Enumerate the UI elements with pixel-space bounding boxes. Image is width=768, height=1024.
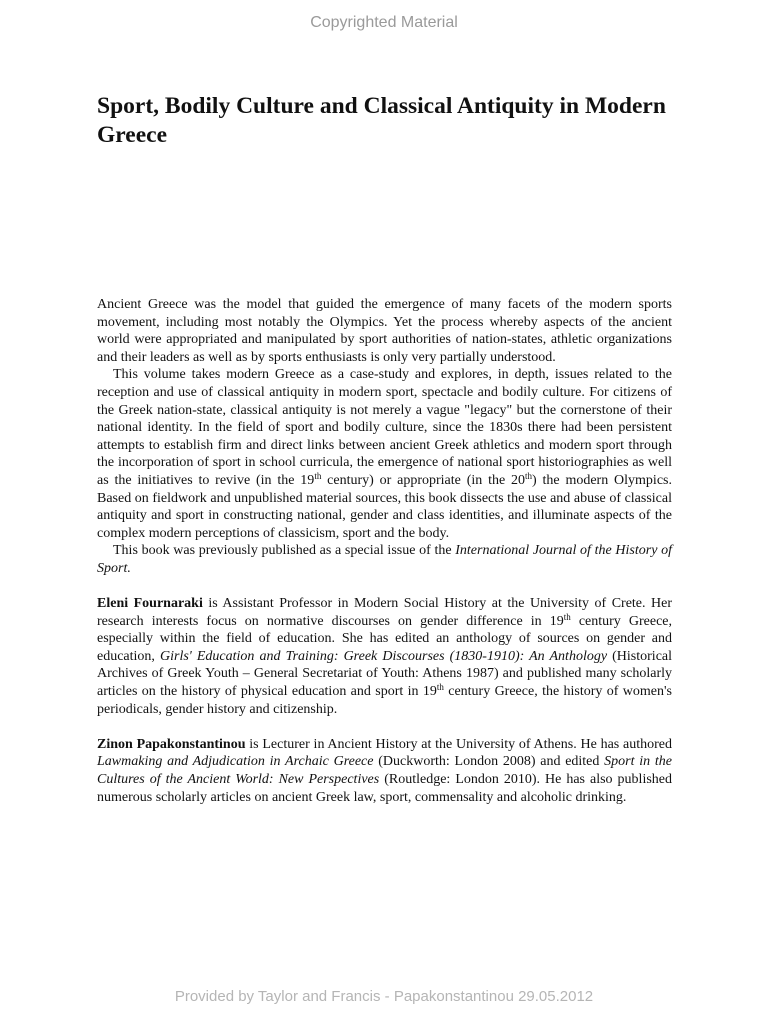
p2-text-b: century) or appropriate (in the 20 bbox=[321, 472, 526, 488]
p2-text-c: ) the modern Olympics. Based on fieldwork and unpublished material sources, this book dissects the use and abuse of classical antiquity and sport in constructing national, gender and class identities, and illuminate aspects of the complex modern perceptions of classicism, sport and the body. bbox=[97, 472, 672, 541]
author-bio-fournaraki bbox=[97, 595, 672, 718]
p3-text: This book was previously published as a special issue of the bbox=[113, 543, 456, 559]
bio1-text-b: century Greece, especially within the field of education. She has edited an anthology of sources on gender and education, bbox=[97, 613, 672, 664]
p2-superscript-2: th bbox=[525, 470, 533, 481]
bio2-text-c: (Routledge: London 2010). He has also published numerous scholarly articles on ancient Greek law, sport, commensality and alcoholic drinking. bbox=[97, 772, 673, 805]
journal-title: International Journal of the History of Sport. bbox=[97, 543, 672, 576]
copyright-watermark: Copyrighted Material bbox=[310, 14, 458, 31]
book-title: Sport, Bodily Culture and Classical Antiquity in Modern Greece bbox=[97, 93, 666, 148]
p2-text-a: This volume takes modern Greece as a case-study and explores, in depth, issues related to the reception and use of classical antiquity in modern sport, spectacle and bodily culture. For citizens of the Greek nation-state, classical antiquity is not merely a vague "legacy" but the cornerstone of their national identity. In the field of sport and bodily culture, since the 1830s there had been persistent attempts to establish firm and direct links between ancient Greek athletics and modern sport through the incorporation of sport in school curricula, the emergence of national sport historiographies as well as the initiatives to revive (in the 19 bbox=[97, 367, 672, 488]
bio1-text-d: century Greece, the history of women's periodicals, gender history and citizenship. bbox=[97, 684, 672, 717]
bio1-text-a: is Assistant Professor in Modern Social History at the University of Crete. Her research interests focus on normative discourses on gender difference in 19 bbox=[97, 596, 672, 629]
bio1-superscript-2: th bbox=[436, 682, 444, 693]
bio1-book-title: Girls' Education and Training: Greek Discourses (1830-1910): An Anthology bbox=[160, 648, 608, 664]
description-paragraph-3 bbox=[97, 542, 672, 577]
p2-superscript-1: th bbox=[314, 470, 322, 481]
author-bio-papakonstantinou bbox=[97, 736, 672, 806]
bio2-text-b: (Duckworth: London 2008) and edited bbox=[373, 754, 605, 770]
author-name-fournaraki: Eleni Fournaraki bbox=[97, 596, 203, 612]
bio1-text-c: (Historical Archives of Greek Youth – General Secretariat of Youth: Athens 1987) and published many scholarly articles on the history of physical education and sport in 19 bbox=[97, 648, 673, 700]
bio1-superscript-1: th bbox=[563, 611, 571, 622]
bio2-book-title-1: Lawmaking and Adjudication in Archaic Greece bbox=[97, 754, 374, 770]
description-paragraph-2 bbox=[97, 366, 672, 542]
bio2-text-a: is Lecturer in Ancient History at the University of Athens. He has authored bbox=[245, 736, 672, 752]
description-paragraph-1: Ancient Greece was the model that guided the emergence of many facets of the modern sports movement, including most notably the Olympics. Yet the process whereby aspects of the ancient world were appropriated and manipulated by sport authorities of nation-states, athletic organizations and their leaders as well as by sports enthusiasts is only very partially understood. bbox=[97, 297, 672, 365]
book-description bbox=[97, 296, 672, 806]
provider-watermark: Provided by Taylor and Francis - Papakonstantinou 29.05.2012 bbox=[174, 988, 594, 1005]
author-name-papakonstantinou: Zinon Papakonstantinou bbox=[97, 736, 246, 752]
bio2-book-title-2: Sport in the Cultures of the Ancient World: New Perspectives bbox=[97, 754, 672, 788]
